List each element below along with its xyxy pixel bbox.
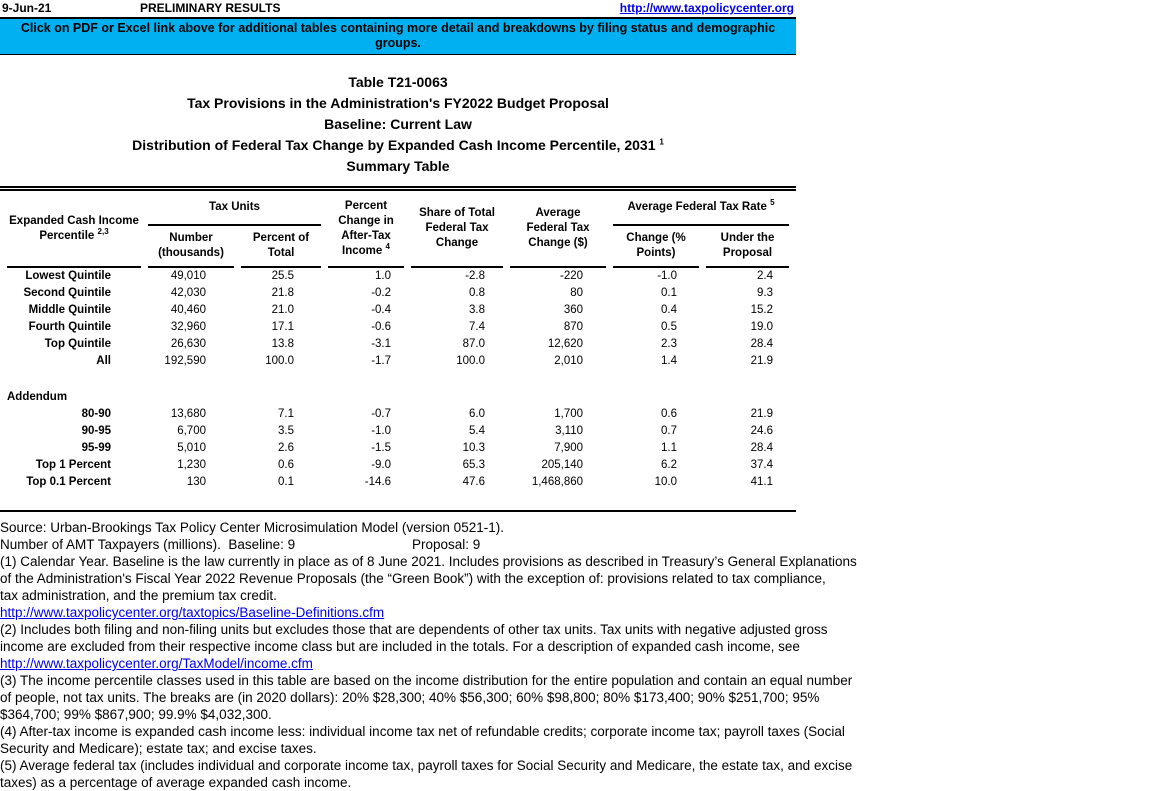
summary-table-title: Summary Table <box>346 158 450 174</box>
cell: 19.0 <box>750 321 774 333</box>
cell: 21.8 <box>271 287 295 299</box>
cell: 6.2 <box>661 459 678 471</box>
cell: 32,960 <box>170 321 206 333</box>
footnote-line: Security and Medicare); estate tax; and excise taxes. <box>0 741 317 756</box>
footnote-link[interactable]: http://www.taxpolicycenter.org/taxtopics/Baseline-Definitions.cfm <box>0 605 385 620</box>
row-label: Fourth Quintile <box>28 321 111 333</box>
cell: 41.1 <box>750 476 774 488</box>
cell: 1.0 <box>375 270 392 282</box>
header-change-pct-points: Change (% Points) <box>613 226 699 268</box>
spacer-cell <box>7 370 789 389</box>
cell: -1.0 <box>371 425 392 437</box>
row-label: Second Quintile <box>23 287 111 299</box>
table-row <box>7 319 789 336</box>
cell: 6,700 <box>177 425 206 437</box>
footnote-line: (1) Calendar Year. Baseline is the law currently in place as of 8 June 2021. Includes provisions as described in Treasury’s General Explanations <box>0 554 857 569</box>
cell: 6.0 <box>469 408 486 420</box>
footnote-ref-1: 1 <box>659 137 664 147</box>
cell: 17.1 <box>271 321 295 333</box>
cell: 1,700 <box>554 408 584 420</box>
row-label: 95-99 <box>81 442 111 454</box>
cell: 2.4 <box>757 270 774 282</box>
cell: 49,010 <box>170 270 206 282</box>
distribution-title: Distribution of Federal Tax Change by Expanded Cash Income Percentile, 2031 $^1$ <box>132 137 664 153</box>
footnotes <box>0 519 1150 791</box>
cell: 0.6 <box>278 459 295 471</box>
cell: 5.4 <box>469 425 486 437</box>
cell: -0.6 <box>371 321 392 333</box>
cell: 7,900 <box>554 442 584 454</box>
amt-baseline-text: Number of AMT Taxpayers (millions). Baseline: 9 <box>0 537 296 552</box>
spacer-row <box>7 491 789 510</box>
cell: 1,468,860 <box>531 476 584 488</box>
cell: -9.0 <box>371 459 392 471</box>
proposal-title: Tax Provisions in the Administration's FY2022 Budget Proposal <box>187 95 609 111</box>
header-average-tax-change: Average Federal Tax Change ($) <box>510 191 606 268</box>
footnote-ref-4: 4 <box>385 241 390 251</box>
section-label: Addendum <box>7 391 68 403</box>
footnote-line: $364,700; 99% $867,900; 99.9% $4,032,300. <box>0 707 272 722</box>
cell: 21.0 <box>271 304 295 316</box>
cell: 1.1 <box>661 442 678 454</box>
table-row <box>7 440 789 457</box>
footnote-line <box>0 655 1150 672</box>
cell: 24.6 <box>750 425 774 437</box>
cell: 10.3 <box>462 442 486 454</box>
header-group-average-federal-tax-rate: Average Federal Tax Rate $^5$ <box>613 191 789 226</box>
row-label: Top Quintile <box>44 338 111 350</box>
footnote-ref-2-3: 2,3 <box>97 226 109 236</box>
cell: 21.9 <box>750 355 774 367</box>
header-number-thousands: Number (thousands) <box>148 226 234 268</box>
footnote-line: taxes) as a percentage of average expanded cash income. <box>0 775 352 790</box>
cell: 65.3 <box>462 459 486 471</box>
cell: 3,110 <box>555 425 584 437</box>
cell: 15.2 <box>750 304 774 316</box>
header-percent-of-total: Percent of Total <box>241 226 321 268</box>
title-block <box>0 72 796 177</box>
header-share-of-total-change: Share of Total Federal Tax Change <box>411 191 503 268</box>
row-label: Lowest Quintile <box>25 270 111 282</box>
cell: 0.1 <box>661 287 678 299</box>
amt-taxpayers-line <box>0 536 1150 553</box>
table-row <box>7 353 789 370</box>
cell: 37.4 <box>750 459 774 471</box>
footnote-line: (2) Includes both filing and non-filing units but excludes those that are dependents of other tax units. Tax units with negative adjusted gross <box>0 622 828 637</box>
row-label: 90-95 <box>81 425 111 437</box>
cell: -1.0 <box>657 270 678 282</box>
footnote-line: of people, not tax units. The breaks are (in 2020 dollars): 20% $28,300; 40% $56,300; 60% $98,800; 80% $173,400; 90% $251,700; 95% <box>0 690 820 705</box>
cell: 1.4 <box>661 355 678 367</box>
amt-proposal-text: Proposal: 9 <box>412 537 481 552</box>
table-row <box>7 285 789 302</box>
table-row <box>7 474 789 491</box>
row-label: All <box>96 355 111 367</box>
top-bar <box>0 0 796 17</box>
cell: 87.0 <box>462 338 486 350</box>
cell: 9.3 <box>757 287 774 299</box>
cell: 13,680 <box>170 408 206 420</box>
cell: 7.1 <box>278 408 295 420</box>
cell: -1.7 <box>371 355 392 367</box>
footnote-line: Source: Urban-Brookings Tax Policy Center Microsimulation Model (version 0521-1). <box>0 520 504 535</box>
cell: -0.2 <box>371 287 392 299</box>
table-row <box>7 457 789 474</box>
date-label: 9-Jun-21 <box>2 1 52 15</box>
cell: 3.8 <box>469 304 486 316</box>
summary-table <box>0 191 796 510</box>
cell: 0.4 <box>661 304 678 316</box>
baseline-title: Baseline: Current Law <box>324 116 472 132</box>
summary-table-container <box>0 186 796 512</box>
cell: 0.7 <box>661 425 678 437</box>
cell: 2.6 <box>278 442 295 454</box>
cell: 13.8 <box>271 338 295 350</box>
info-banner: Click on PDF or Excel link above for additional tables containing more detail and breakdowns by filing status and demographic groups. <box>0 17 796 55</box>
footnote-line <box>0 604 1150 621</box>
cell: 47.6 <box>462 476 486 488</box>
cell: -0.4 <box>371 304 392 316</box>
table-body <box>7 268 789 510</box>
cell: -1.5 <box>371 442 392 454</box>
cell: 3.5 <box>278 425 295 437</box>
cell: 100.0 <box>265 355 295 367</box>
cell: 192,590 <box>164 355 206 367</box>
cell: 1,230 <box>177 459 206 471</box>
cell: 28.4 <box>750 442 774 454</box>
cell: 130 <box>186 476 206 488</box>
footnote-line: (5) Average federal tax (includes individual and corporate income tax, payroll taxes for Social Security and Medicare, the estate tax, and excise <box>0 758 853 773</box>
preliminary-results-label: PRELIMINARY RESULTS <box>140 1 281 15</box>
table-row <box>7 406 789 423</box>
cell: -14.6 <box>364 476 392 488</box>
cell: -220 <box>559 270 584 282</box>
cell: 2,010 <box>554 355 584 367</box>
cell: 205,140 <box>541 459 584 471</box>
cell: 0.6 <box>661 408 678 420</box>
cell: -0.7 <box>371 408 392 420</box>
cell: 40,460 <box>170 304 206 316</box>
footnote-link[interactable]: http://www.taxpolicycenter.org/TaxModel/income.cfm <box>0 656 313 671</box>
footnote-line: tax administration, and the premium tax credit. <box>0 588 277 603</box>
cell: 25.5 <box>271 270 295 282</box>
header-expanded-cash-income: Expanded Cash Income Percentile $^{2,3}$ <box>7 191 141 268</box>
cell: 0.5 <box>661 321 678 333</box>
spacer-row <box>7 370 789 389</box>
row-label: Top 0.1 Percent <box>26 476 111 488</box>
cell: 42,030 <box>170 287 206 299</box>
footnote-line: (4) After-tax income is expanded cash income less: individual income tax net of refundable credits; corporate income tax; payroll taxes (Social <box>0 724 845 739</box>
footnote-line: of the Administration's Fiscal Year 2022 Revenue Proposals (the “Green Book”) with the exception of: provisions related to tax compliance, <box>0 571 826 586</box>
row-label: Middle Quintile <box>28 304 111 316</box>
footnote-line: income are excluded from their respective income class but are included in the totals. For a description of expanded cash income, see <box>0 639 800 654</box>
cell: -3.1 <box>371 338 392 350</box>
cell: 0.1 <box>278 476 295 488</box>
table-row <box>7 302 789 319</box>
cell: 2.3 <box>661 338 678 350</box>
cell: 0.8 <box>469 287 486 299</box>
footnote-line: (3) The income percentile classes used in this table are based on the income distribution for the entire population and contain an equal number <box>0 673 853 688</box>
cell: 360 <box>563 304 584 316</box>
cell: 28.4 <box>750 338 774 350</box>
row-label: Top 1 Percent <box>35 459 111 471</box>
header-under-the-proposal: Under the Proposal <box>706 226 789 268</box>
table-number-title: Table T21-0063 <box>348 74 448 90</box>
cell: 80 <box>570 287 584 299</box>
cell: 100.0 <box>456 355 486 367</box>
cell: -2.8 <box>465 270 486 282</box>
table-row <box>7 268 789 285</box>
taxpolicycenter-link[interactable]: http://www.taxpolicycenter.org <box>619 1 794 15</box>
cell: 5,010 <box>177 442 206 454</box>
section-row <box>7 389 789 406</box>
cell: 870 <box>563 321 584 333</box>
cell: 12,620 <box>547 338 584 350</box>
cell: 7.4 <box>469 321 486 333</box>
cell: 26,630 <box>170 338 206 350</box>
cell: 21.9 <box>750 408 774 420</box>
header-pct-change-after-tax-income: Percent Change in After-Tax Income $^4$ <box>328 191 404 268</box>
table-row <box>7 336 789 353</box>
header-group-tax-units: Tax Units <box>148 191 321 226</box>
row-label: 80-90 <box>81 408 111 420</box>
table-row <box>7 423 789 440</box>
cell: 10.0 <box>654 476 678 488</box>
footnote-ref-5: 5 <box>770 198 775 208</box>
spacer-cell <box>7 491 789 510</box>
